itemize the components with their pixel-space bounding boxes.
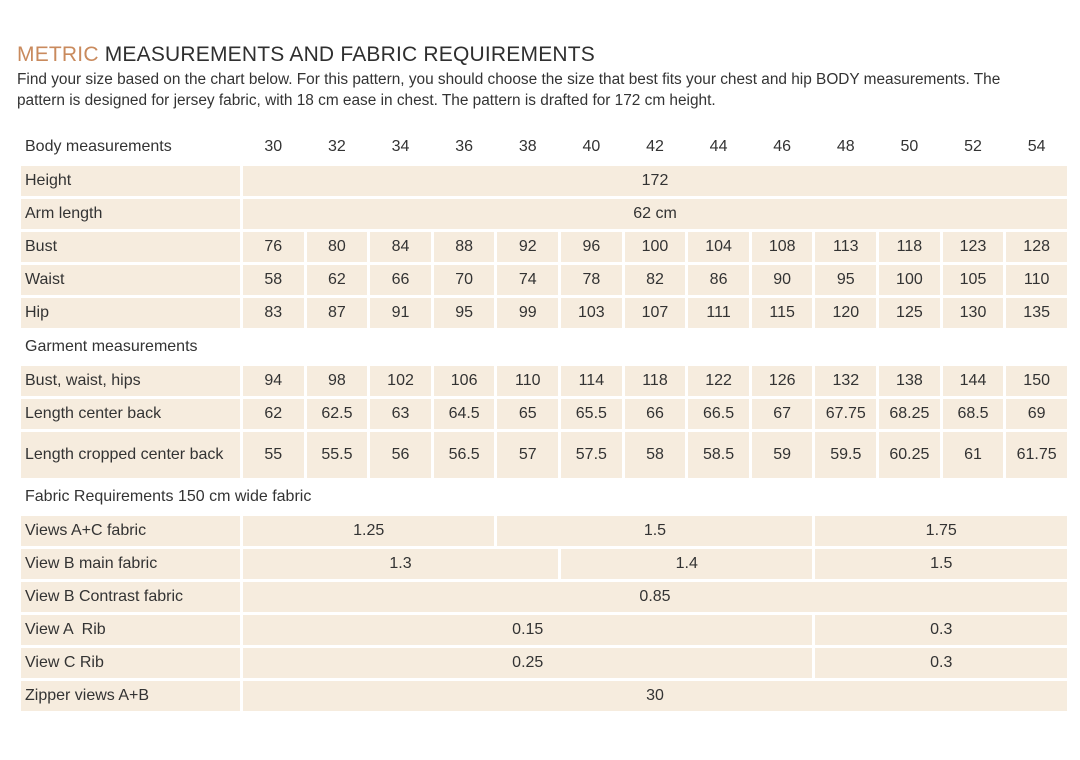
table-cell: 1.75 (815, 516, 1067, 546)
table-cell: 104 (688, 232, 749, 262)
table-cell: 0.15 (243, 615, 812, 645)
table-cell: 102 (370, 366, 431, 396)
table-cell: 95 (434, 298, 495, 328)
header-label: Body measurements (25, 138, 172, 155)
table-cell: 95 (815, 265, 876, 295)
table-cell: 56.5 (434, 432, 495, 478)
size-header-row (21, 131, 1067, 163)
size-header: 42 (646, 138, 664, 155)
table-cell: 99 (497, 298, 558, 328)
table-cell: 57 (497, 432, 558, 478)
table-cell: 0.3 (815, 648, 1067, 678)
table-cell: 62 (307, 265, 368, 295)
table-cell: 126 (752, 366, 813, 396)
size-header: 30 (264, 138, 283, 155)
table-cell: 135 (1006, 298, 1067, 328)
table-cell: 94 (243, 366, 304, 396)
table-cell: 107 (625, 298, 686, 328)
intro-text: Find your size based on the chart below. For this pattern, you should choose the size that best fits your chest and hip BODY measurements. The pattern is designed for jersey fabric, with 18 cm ease in chest. The pattern is drafted for 172 cm height. (17, 71, 1001, 109)
table-cell: 1.4 (561, 549, 812, 579)
title-rest: MEASUREMENTS AND FABRIC REQUIREMENTS (98, 43, 595, 66)
size-header: 44 (709, 138, 728, 155)
table-cell: 130 (943, 298, 1004, 328)
row-label: View B Contrast fabric (21, 582, 240, 612)
size-header: 48 (836, 138, 855, 155)
table-cell: 66.5 (688, 399, 749, 429)
row-label: Bust, waist, hips (21, 366, 240, 396)
table-cell: 111 (688, 298, 749, 328)
table-cell: 115 (752, 298, 813, 328)
table-cell: 67 (752, 399, 813, 429)
size-header: 40 (582, 138, 601, 155)
table-cell: 92 (497, 232, 558, 262)
size-header: 46 (773, 138, 792, 155)
table-cell: 68.5 (943, 399, 1004, 429)
table-cell: 58 (625, 432, 686, 478)
table-cell: 70 (434, 265, 495, 295)
table-cell: 82 (625, 265, 686, 295)
table-cell: 150 (1006, 366, 1067, 396)
measurements-table (18, 128, 1070, 714)
size-header: 36 (455, 138, 474, 155)
table-cell: 1.5 (497, 516, 812, 546)
table-cell: 62.5 (307, 399, 368, 429)
table-cell: 90 (752, 265, 813, 295)
table-cell: 61 (943, 432, 1004, 478)
view-a-rib-row (21, 615, 1067, 645)
table-cell: 58.5 (688, 432, 749, 478)
section-heading: Garment measurements (25, 338, 198, 355)
table-cell: 96 (561, 232, 622, 262)
table-cell: 128 (1006, 232, 1067, 262)
table-cell: 66 (370, 265, 431, 295)
garment-section-row (21, 331, 1067, 363)
size-header: 38 (518, 138, 537, 155)
row-label: Length cropped center back (21, 432, 240, 478)
height-value: 172 (243, 166, 1067, 196)
views-ac-fabric-row (21, 516, 1067, 546)
table-cell: 1.5 (815, 549, 1067, 579)
table-cell: 60.25 (879, 432, 940, 478)
table-cell: 80 (307, 232, 368, 262)
table-cell: 0.25 (243, 648, 812, 678)
row-label: View B main fabric (21, 549, 240, 579)
row-label: Waist (21, 265, 240, 295)
table-cell: 87 (307, 298, 368, 328)
title-accent: METRIC (17, 43, 99, 66)
table-cell: 59 (752, 432, 813, 478)
table-cell: 138 (879, 366, 940, 396)
table-cell: 100 (879, 265, 940, 295)
table-cell: 88 (434, 232, 495, 262)
fabric-section-row (21, 481, 1067, 513)
table-cell: 62 (243, 399, 304, 429)
table-cell: 83 (243, 298, 304, 328)
size-header: 32 (328, 138, 346, 155)
table-cell: 0.3 (815, 615, 1067, 645)
view-b-contrast-fabric-row (21, 582, 1067, 612)
table-cell: 64.5 (434, 399, 495, 429)
row-label: Zipper views A+B (21, 681, 240, 711)
table-cell: 84 (370, 232, 431, 262)
waist-row (21, 265, 1067, 295)
hip-row (21, 298, 1067, 328)
table-cell: 68.25 (879, 399, 940, 429)
length-center-back-row (21, 399, 1067, 429)
table-cell: 114 (561, 366, 622, 396)
table-cell: 55.5 (307, 432, 368, 478)
row-label: Height (21, 166, 240, 196)
table-cell: 98 (307, 366, 368, 396)
table-cell: 76 (243, 232, 304, 262)
table-cell: 123 (943, 232, 1004, 262)
row-label: Arm length (21, 199, 240, 229)
row-label: View A Rib (21, 615, 240, 645)
table-cell: 58 (243, 265, 304, 295)
table-cell: 0.85 (243, 582, 1067, 612)
table-cell: 100 (625, 232, 686, 262)
table-cell: 105 (943, 265, 1004, 295)
table-cell: 57.5 (561, 432, 622, 478)
table-cell: 56 (370, 432, 431, 478)
view-b-main-fabric-row (21, 549, 1067, 579)
view-c-rib-row (21, 648, 1067, 678)
size-header: 52 (964, 138, 982, 155)
table-cell: 108 (752, 232, 813, 262)
table-cell: 1.25 (243, 516, 494, 546)
table-cell: 63 (370, 399, 431, 429)
table-cell: 67.75 (815, 399, 876, 429)
zipper-row (21, 681, 1067, 711)
table-cell: 118 (625, 366, 686, 396)
table-cell: 91 (370, 298, 431, 328)
row-label: View C Rib (21, 648, 240, 678)
row-label: Views A+C fabric (21, 516, 240, 546)
table-cell: 65.5 (561, 399, 622, 429)
table-cell: 110 (1006, 265, 1067, 295)
row-label: Bust (21, 232, 240, 262)
table-cell: 61.75 (1006, 432, 1067, 478)
table-cell: 55 (243, 432, 304, 478)
table-cell: 122 (688, 366, 749, 396)
row-label: Hip (21, 298, 240, 328)
table-cell: 86 (688, 265, 749, 295)
row-label: Length center back (21, 399, 240, 429)
table-cell: 132 (815, 366, 876, 396)
table-cell: 74 (497, 265, 558, 295)
size-header: 34 (391, 138, 410, 155)
table-cell: 120 (815, 298, 876, 328)
table-cell: 65 (497, 399, 558, 429)
table-cell: 66 (625, 399, 686, 429)
table-cell: 125 (879, 298, 940, 328)
bust-waist-hips-row (21, 366, 1067, 396)
table-cell: 30 (243, 681, 1067, 711)
table-cell: 110 (497, 366, 558, 396)
arm-length-value: 62 cm (243, 199, 1067, 229)
table-cell: 144 (943, 366, 1004, 396)
bust-row (21, 232, 1067, 262)
table-cell: 69 (1006, 399, 1067, 429)
table-cell: 78 (561, 265, 622, 295)
table-cell: 1.3 (243, 549, 558, 579)
size-header: 50 (900, 138, 919, 155)
table-cell: 106 (434, 366, 495, 396)
height-row (21, 166, 1067, 196)
table-cell: 113 (815, 232, 876, 262)
table-cell: 59.5 (815, 432, 876, 478)
page-title (17, 43, 595, 67)
arm-length-row (21, 199, 1067, 229)
section-heading: Fabric Requirements 150 cm wide fabric (25, 488, 312, 505)
table-cell: 103 (561, 298, 622, 328)
table-cell: 118 (879, 232, 940, 262)
size-header: 54 (1027, 138, 1046, 155)
length-cropped-center-back-row (21, 432, 1067, 478)
